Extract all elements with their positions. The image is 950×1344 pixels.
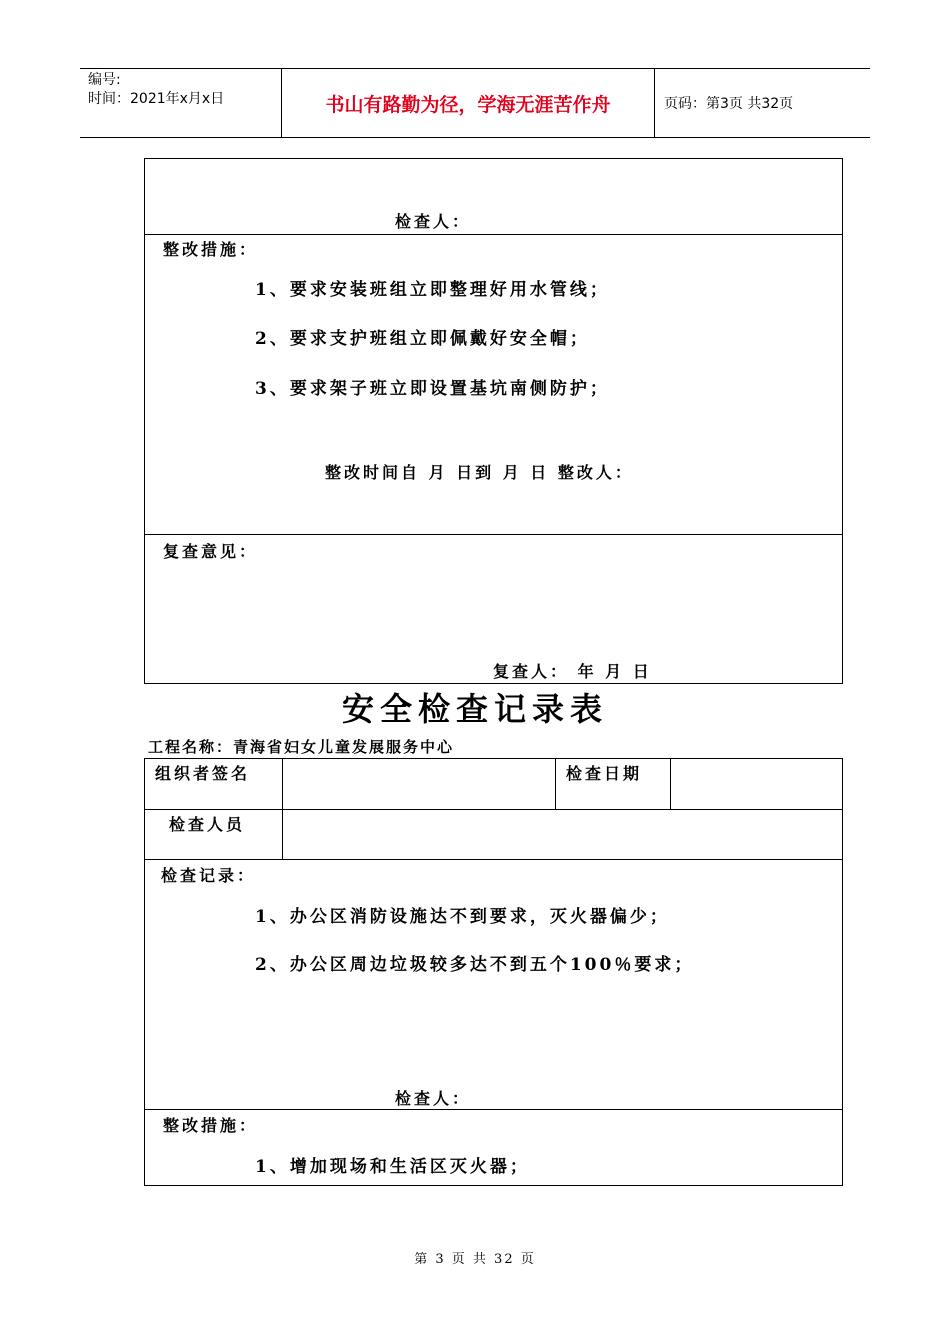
- inspect-date-label-cell: [555, 758, 671, 810]
- organizer-signature-cell: [282, 758, 556, 810]
- project-name-line: 工程名称：青海省妇女儿童发展服务中心: [148, 738, 455, 756]
- inspection-record-label: 检查记录：: [161, 866, 257, 885]
- header-slogan: 书山有路勤为径，学海无涯苦作舟: [281, 69, 655, 137]
- document-time-label: 时间：2021年x月x日: [88, 91, 225, 107]
- header-page-number: 页码：第3页 共32页: [664, 96, 794, 112]
- inspect-date-value-cell: [670, 758, 843, 810]
- document-number-label: 编号:: [88, 72, 121, 88]
- inspection-record-cell: [144, 859, 843, 1110]
- organizer-label: 组织者签名: [155, 764, 251, 783]
- inspection-record-item: 1、办公区消防设施达不到要求，灭火器偏少；: [255, 907, 670, 927]
- page-footer: 第 3 页 共 32 页: [414, 1252, 536, 1267]
- recheck-opinion-label: 复查意见：: [163, 542, 259, 561]
- inspectors-label-cell: [144, 809, 283, 860]
- rectification-box: [144, 234, 843, 535]
- inspectors-label: 检查人员: [169, 815, 246, 834]
- rechecker-signature-line: 复查人： 年 月 日: [493, 662, 652, 681]
- inspection-record-box: [144, 158, 843, 235]
- header-meta: [80, 69, 281, 139]
- recheck-box: [144, 534, 843, 684]
- rectification-cell: [144, 1109, 843, 1186]
- form-title: 安全检查记录表: [341, 690, 608, 728]
- inspectors-value-cell: [282, 809, 843, 860]
- rectification-item: 1、要求安装班组立即整理好用水管线；: [255, 280, 610, 300]
- rectification-item: 1、增加现场和生活区灭火器；: [255, 1157, 530, 1177]
- rectification-time-line: 整改时间自 月 日到 月 日 整改人：: [325, 463, 634, 482]
- page-header: [80, 68, 870, 138]
- rectification-label: 整改措施：: [163, 1116, 259, 1135]
- organizer-label-cell: [144, 758, 283, 810]
- inspector-signature-label: 检查人：: [395, 1089, 472, 1108]
- inspection-record-item: 2、办公区周边垃圾较多达不到五个100％要求；: [255, 955, 695, 975]
- rectification-label: 整改措施：: [163, 240, 259, 259]
- rectification-item: 3、要求架子班立即设置基坑南侧防护；: [255, 379, 610, 399]
- rectification-item: 2、要求支护班组立即佩戴好安全帽；: [255, 329, 590, 349]
- inspect-date-label: 检查日期: [566, 764, 643, 783]
- inspector-signature-label: 检查人：: [395, 212, 472, 231]
